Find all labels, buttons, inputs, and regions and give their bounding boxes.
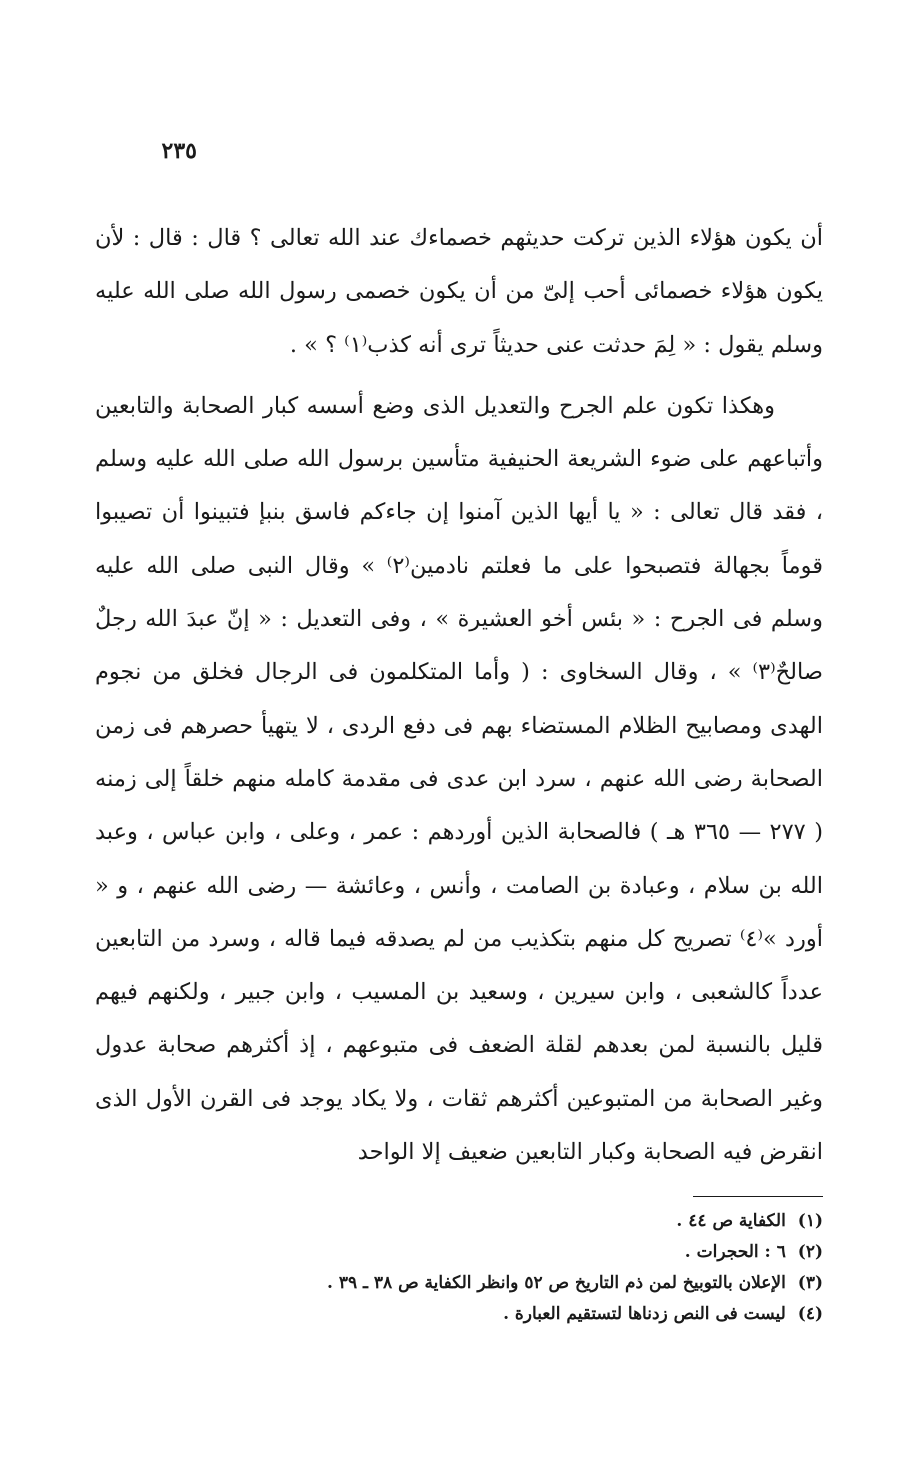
footnote — [95, 1268, 823, 1299]
footnote-text: ٦ : الحجرات . — [684, 1242, 786, 1262]
paragraph: أن يكون هؤلاء الذين تركت حديثهم خصماءك عند الله تعالى ؟ قال : قال : لأن يكون هؤلاء خصمائى أحب إلىّ من أن يكون خصمى رسول الله صلى الله عليه وسلم يقول : « لِمَ حدثت عنى حديثاً ترى أنه كذب⁽١⁾ ؟ » . — [95, 225, 823, 358]
footnote-text: الإعلان بالتوبيخ لمن ذم التاريخ ص ٥٢ وانظر الكفاية ص ٣٨ ـ ٣٩ . — [326, 1273, 786, 1293]
footnote-text: الكفاية ص ٤٤ . — [676, 1211, 786, 1231]
body-text — [95, 212, 823, 1179]
footnote-number: (١) — [797, 1211, 823, 1231]
footnotes — [95, 1206, 823, 1330]
footnote-text: ليست فى النص زدناها لتستقيم العبارة . — [503, 1304, 786, 1324]
footnote — [95, 1299, 823, 1330]
footnote-number: (٤) — [797, 1304, 823, 1324]
paragraph: وهكذا تكون علم الجرح والتعديل الذى وضع أسسه كبار الصحابة والتابعين وأتباعهم على ضوء الشريعة الحنيفية متأسين برسول الله صلى الله عليه وسلم ، فقد قال تعالى : « يا أيها الذين آمنوا إن جاءكم فاسق بنبإ فتبينوا أن تصيبوا قوماً بجهالة فتصبحوا على ما فعلتم نادمين⁽٢⁾ » وقال النبى صلى الله عليه وسلم فى الجرح : « بئس أخو العشيرة » ، وفى التعديل : « إنّ عبدَ الله رجلٌ صالحٌ⁽٣⁾ » ، وقال السخاوى : ( وأما المتكلمون فى الرجال فخلق من نجوم الهدى ومصابيح الظلام المستضاء بهم فى دفع الردى ، لا يتهيأ حصرهم فى زمن الصحابة رضى الله عنهم ، سرد ابن عدى فى مقدمة كامله منهم خلقاً إلى زمنه ( ٢٧٧ — ٣٦٥ هـ ) فالصحابة الذين أوردهم : عمر ، وعلى ، وابن عباس ، وعبد الله بن سلام ، وعبادة بن الصامت ، وأنس ، وعائشة — رضى الله عنهم ، و « أورد »⁽٤⁾ تصريح كل منهم بتكذيب من لم يصدقه فيما قاله ، وسرد من التابعين عدداً كالشعبى ، وابن سيرين ، وسعيد بن المسيب ، وابن جبير ، ولكنهم فيهم قليل بالنسبة لمن بعدهم لقلة الضعف فى متبوعهم ، إذ أكثرهم صحابة عدول وغير الصحابة من المتبوعين أكثرهم ثقات ، ولا يكاد يوجد فى القرن الأول الذى انقرض فيه الصحابة وكبار التابعين ضعيف إلا الواحد — [95, 392, 823, 1166]
footnote — [95, 1206, 823, 1237]
footnote-divider — [693, 1196, 823, 1197]
page-number: ٢٣٥ — [161, 138, 197, 164]
footnote-number: (٢) — [797, 1242, 823, 1262]
footnote — [95, 1237, 823, 1268]
footnote-number: (٣) — [797, 1273, 823, 1293]
